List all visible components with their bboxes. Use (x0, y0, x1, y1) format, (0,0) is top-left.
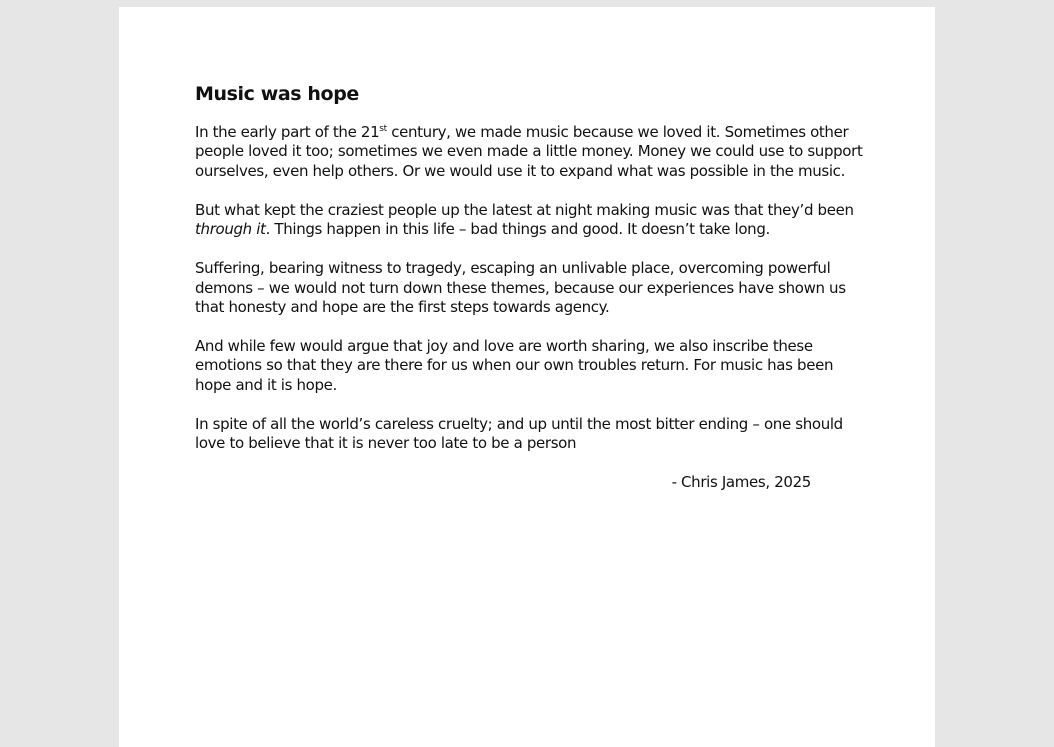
paragraph-2-text-start: But what kept the craziest people up the latest at night making music was that they’d been (195, 200, 854, 219)
signature: - Chris James, 2025 (671, 473, 811, 492)
paragraph-1-text-end: century, we made music because we loved it. Sometimes other people loved it too; sometimes we even made a little money. Money we could use to support ourselves, even help others. Or we would use it to expand what was possible in the music. (195, 123, 863, 180)
paragraph-3: Suffering, bearing witness to tragedy, escaping an unlivable place, overcoming powerful demons – we would not turn down these themes, because our experiences have shown us that honesty and hope are the first steps towards agency. (195, 259, 846, 317)
document-body (195, 82, 865, 493)
paragraph-1 (195, 123, 865, 181)
ordinal-suffix: st (379, 124, 387, 134)
document-page (119, 7, 935, 747)
paragraph-4: And while few would argue that joy and love are worth sharing, we also inscribe these emotions so that they are there for us when our own troubles return. For music has been hope and it is hope. (195, 337, 834, 394)
paragraph-2 (195, 201, 865, 240)
paragraph-5: In spite of all the world’s careless cruelty; and up until the most bitter ending – one should love to believe that it is never too late to be a person (195, 414, 843, 453)
document-title: Music was hope (195, 83, 359, 105)
emphasis-text: through it (195, 220, 266, 239)
paragraph-1-text-start: In the early part of the 21 (195, 123, 380, 141)
paragraph-2-text-end: . Things happen in this life – bad things and good. It doesn’t take long. (265, 220, 770, 239)
